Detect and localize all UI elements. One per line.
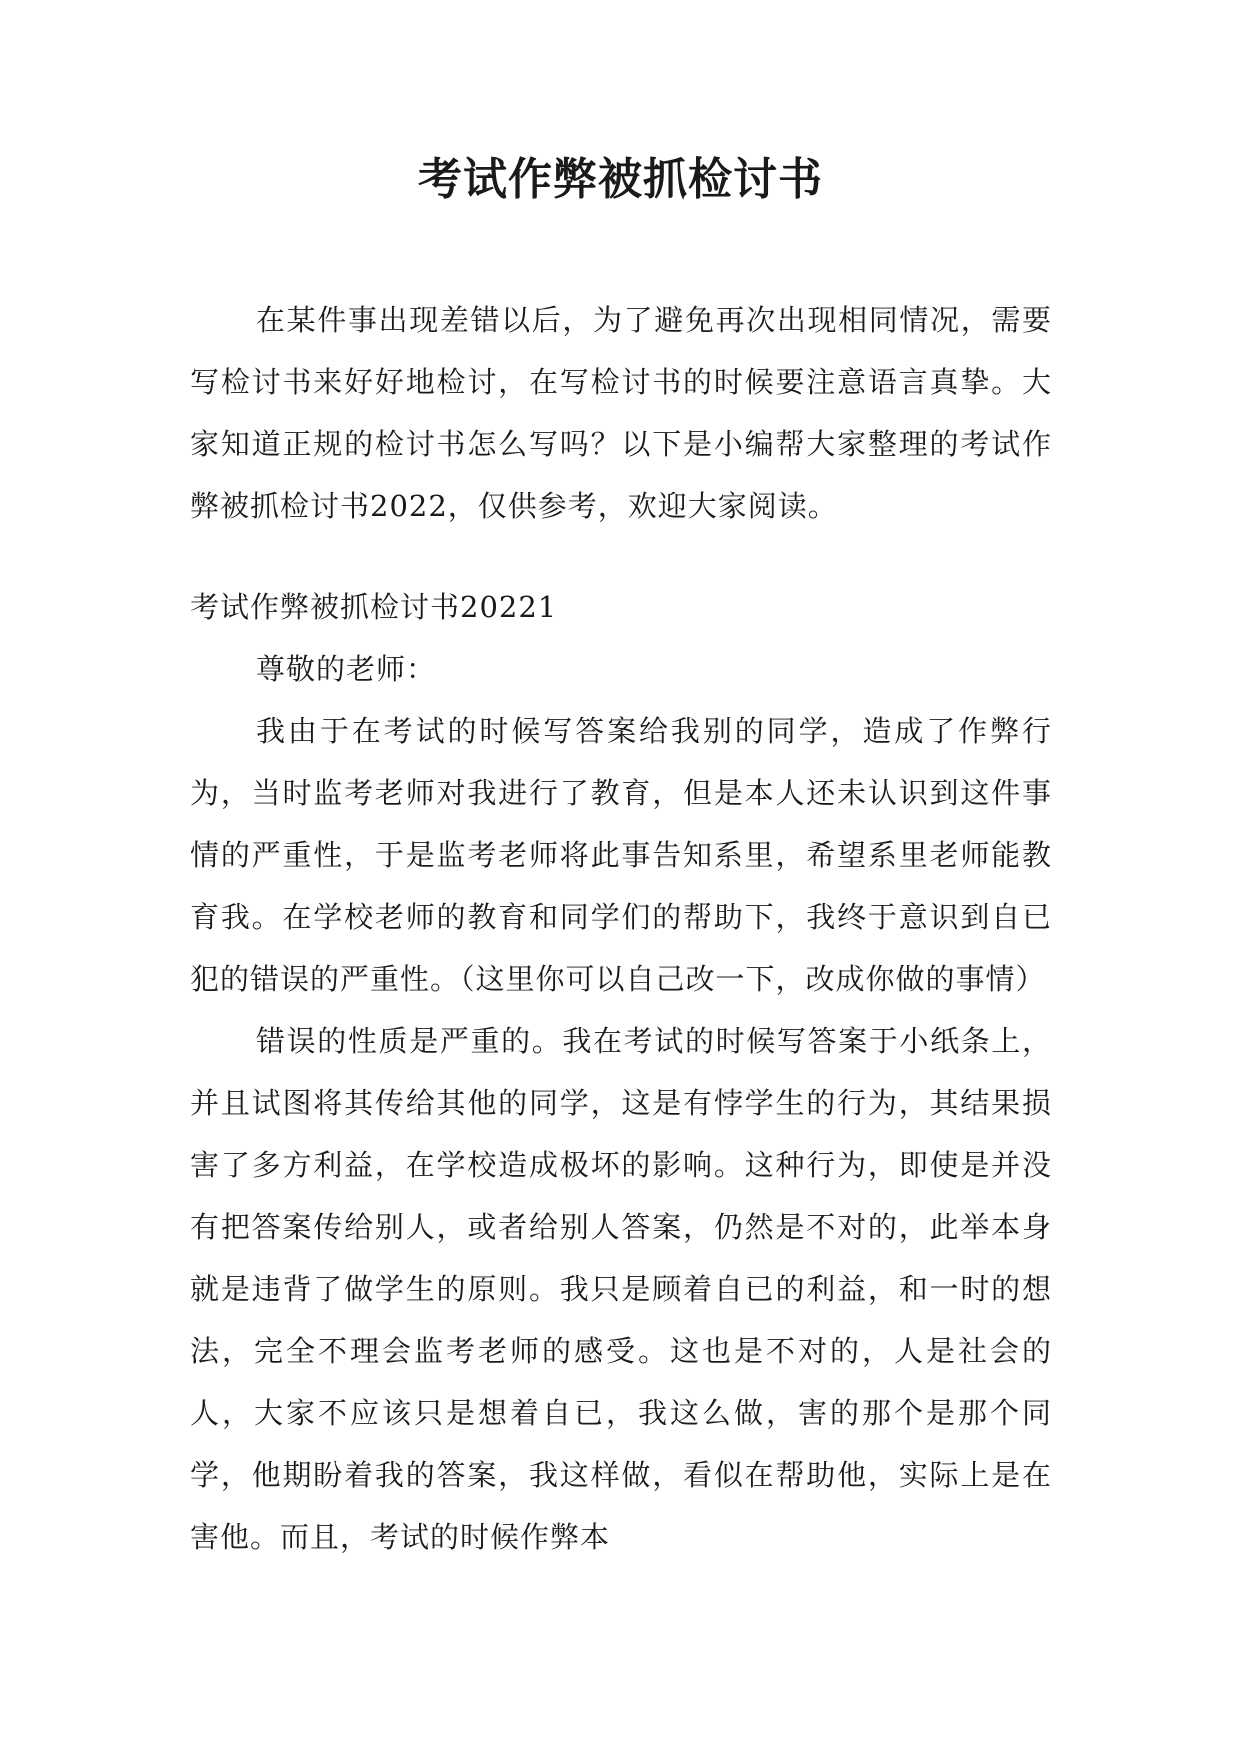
body-paragraph: 错误的性质是严重的。我在考试的时候写答案于小纸条上，并且试图将其传给其他的同学，这是有悖学生的行为，其结果损害了多方利益，在学校造成极坏的影响。这种行为，即使是并没有把答案传给别人，或者给别人答案，仍然是不对的，此举本身就是违背了做学生的原则。我只是顾着自已的利益，和一时的想法，完全不理会监考老师的感受。这也是不对的，人是社会的人，大家不应该只是想着自已，我这么做，害的那个是那个同学，他期盼着我的答案，我这样做，看似在帮助他，实际上是在害他。而且，考试的时候作弊本: [190, 1024, 1052, 1554]
body-paragraph: 我由于在考试的时候写答案给我别的同学，造成了作弊行为，当时监考老师对我进行了教育，但是本人还未认识到这件事情的严重性，于是监考老师将此事告知系里，希望系里老师能教育我。在学校老师的教育和同学们的帮助下，我终于意识到自已犯的错误的严重性。（这里你可以自己改一下，改成你做的事情）: [190, 714, 1052, 996]
section-heading: 考试作弊被抓检讨书20221: [190, 590, 558, 624]
document-title: 考试作弊被抓检讨书: [418, 154, 823, 205]
intro-paragraph: 在某件事出现差错以后，为了避免再次出现相同情况，需要写检讨书来好好地检讨，在写检讨书的时候要注意语言真挚。大家知道正规的检讨书怎么写吗？以下是小编帮大家整理的考试作弊被抓检讨书2022，仅供参考，欢迎大家阅读。: [190, 303, 1052, 523]
letter-section: [190, 576, 1052, 1568]
salutation: 尊敬的老师：: [256, 652, 437, 686]
